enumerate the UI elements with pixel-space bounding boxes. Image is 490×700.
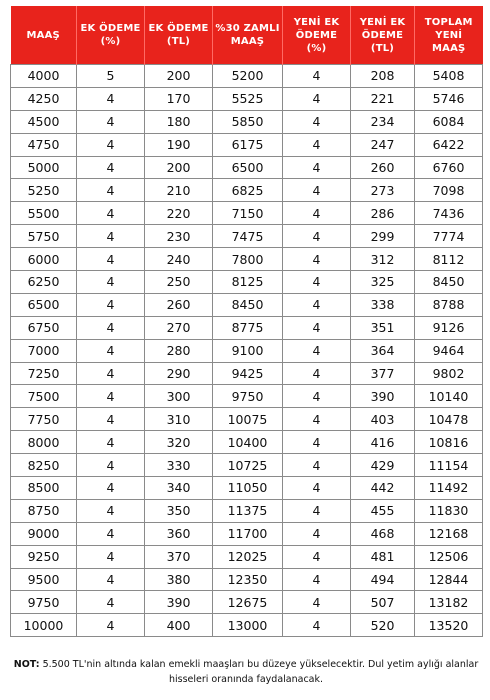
table-cell: 10000 — [11, 614, 77, 637]
table-cell: 12350 — [213, 568, 283, 591]
table-cell: 390 — [145, 591, 213, 614]
table-cell: 10478 — [415, 408, 483, 431]
table-cell: 340 — [145, 477, 213, 500]
table-cell: 12844 — [415, 568, 483, 591]
table-row — [11, 293, 483, 316]
table-cell: 429 — [351, 454, 415, 477]
table-cell: 4750 — [11, 133, 77, 156]
table-cell: 8125 — [213, 271, 283, 294]
table-row — [11, 339, 483, 362]
table-cell: 4 — [77, 293, 145, 316]
table-cell: 10400 — [213, 431, 283, 454]
table-cell: 11830 — [415, 499, 483, 522]
table-cell: 9126 — [415, 316, 483, 339]
table-cell: 7250 — [11, 362, 77, 385]
table-row — [11, 408, 483, 431]
table-row — [11, 454, 483, 477]
table-cell: 280 — [145, 339, 213, 362]
table-cell: 481 — [351, 545, 415, 568]
table-cell: 10140 — [415, 385, 483, 408]
table-row — [11, 87, 483, 110]
table-cell: 12168 — [415, 522, 483, 545]
table-cell: 6500 — [11, 293, 77, 316]
table-cell: 4 — [283, 499, 351, 522]
column-header: MAAŞ — [11, 6, 77, 65]
table-cell: 4 — [77, 362, 145, 385]
table-cell: 9425 — [213, 362, 283, 385]
table-cell: 4 — [77, 202, 145, 225]
table-cell: 250 — [145, 271, 213, 294]
table-cell: 6760 — [415, 156, 483, 179]
table-cell: 370 — [145, 545, 213, 568]
table-row — [11, 385, 483, 408]
table-cell: 6250 — [11, 271, 77, 294]
table-cell: 273 — [351, 179, 415, 202]
table-cell: 320 — [145, 431, 213, 454]
table-cell: 4 — [283, 87, 351, 110]
table-cell: 4 — [283, 110, 351, 133]
footnote — [10, 657, 482, 687]
table-cell: 7150 — [213, 202, 283, 225]
table-row — [11, 133, 483, 156]
table-cell: 7436 — [415, 202, 483, 225]
table-cell: 220 — [145, 202, 213, 225]
table-cell: 8000 — [11, 431, 77, 454]
table-cell: 4 — [283, 271, 351, 294]
table-cell: 286 — [351, 202, 415, 225]
table-cell: 5408 — [415, 65, 483, 88]
table-cell: 4 — [77, 568, 145, 591]
table-cell: 4 — [283, 545, 351, 568]
table-cell: 12506 — [415, 545, 483, 568]
table-row — [11, 522, 483, 545]
table-cell: 4 — [77, 179, 145, 202]
table-cell: 5750 — [11, 225, 77, 248]
table-cell: 11492 — [415, 477, 483, 500]
column-header: %30 ZAMLI MAAŞ — [213, 6, 283, 65]
table-cell: 11050 — [213, 477, 283, 500]
table-cell: 4 — [77, 454, 145, 477]
table-cell: 5525 — [213, 87, 283, 110]
table-row — [11, 202, 483, 225]
table-cell: 4250 — [11, 87, 77, 110]
table-cell: 10816 — [415, 431, 483, 454]
footnote-text: 5.500 TL'nin altında kalan emekli maaşları bu düzeye yükselecektir. Dul yetim aylığı alanlar hisseleri oranında faydalanacak. — [39, 659, 479, 685]
table-cell: 190 — [145, 133, 213, 156]
table-cell: 5500 — [11, 202, 77, 225]
table-cell: 350 — [145, 499, 213, 522]
table-cell: 7750 — [11, 408, 77, 431]
table-cell: 4 — [77, 110, 145, 133]
table-cell: 8450 — [213, 293, 283, 316]
table-cell: 11154 — [415, 454, 483, 477]
table-cell: 221 — [351, 87, 415, 110]
column-header: YENİ EK ÖDEME (TL) — [351, 6, 415, 65]
table-row — [11, 65, 483, 88]
table-cell: 9250 — [11, 545, 77, 568]
table-row — [11, 156, 483, 179]
table-row — [11, 225, 483, 248]
table-cell: 234 — [351, 110, 415, 133]
table-cell: 5 — [77, 65, 145, 88]
table-cell: 170 — [145, 87, 213, 110]
footnote-label: NOT: — [13, 659, 40, 670]
table-cell: 10725 — [213, 454, 283, 477]
table-header-row — [11, 6, 483, 65]
table-cell: 400 — [145, 614, 213, 637]
table-row — [11, 545, 483, 568]
table-cell: 494 — [351, 568, 415, 591]
table-cell: 10075 — [213, 408, 283, 431]
table-cell: 468 — [351, 522, 415, 545]
table-cell: 4 — [283, 568, 351, 591]
table-row — [11, 110, 483, 133]
table-cell: 200 — [145, 65, 213, 88]
table-cell: 8750 — [11, 499, 77, 522]
table-cell: 299 — [351, 225, 415, 248]
column-header: YENİ EK ÖDEME (%) — [283, 6, 351, 65]
table-cell: 360 — [145, 522, 213, 545]
table-cell: 9750 — [213, 385, 283, 408]
table-cell: 4 — [283, 362, 351, 385]
table-cell: 4 — [283, 156, 351, 179]
table-cell: 270 — [145, 316, 213, 339]
table-cell: 4 — [77, 87, 145, 110]
table-cell: 260 — [351, 156, 415, 179]
table-row — [11, 499, 483, 522]
table-cell: 4 — [77, 499, 145, 522]
table-cell: 11375 — [213, 499, 283, 522]
table-cell: 390 — [351, 385, 415, 408]
table-row — [11, 591, 483, 614]
table-cell: 380 — [145, 568, 213, 591]
table-cell: 8775 — [213, 316, 283, 339]
table-row — [11, 179, 483, 202]
table-body — [11, 65, 483, 637]
table-cell: 4 — [77, 156, 145, 179]
table-cell: 364 — [351, 339, 415, 362]
table-cell: 5200 — [213, 65, 283, 88]
table-cell: 9464 — [415, 339, 483, 362]
table-row — [11, 248, 483, 271]
table-cell: 6084 — [415, 110, 483, 133]
table-cell: 8788 — [415, 293, 483, 316]
table-cell: 13520 — [415, 614, 483, 637]
table-cell: 442 — [351, 477, 415, 500]
table-cell: 4 — [283, 133, 351, 156]
table-cell: 455 — [351, 499, 415, 522]
table-cell: 312 — [351, 248, 415, 271]
table-cell: 4 — [77, 545, 145, 568]
table-cell: 4 — [77, 591, 145, 614]
table-cell: 13182 — [415, 591, 483, 614]
table-cell: 4 — [77, 271, 145, 294]
table-cell: 4 — [283, 179, 351, 202]
table-cell: 6825 — [213, 179, 283, 202]
table-cell: 4 — [283, 293, 351, 316]
table-cell: 7800 — [213, 248, 283, 271]
table-cell: 520 — [351, 614, 415, 637]
column-header: EK ÖDEME (TL) — [145, 6, 213, 65]
table-cell: 6500 — [213, 156, 283, 179]
table-cell: 4 — [283, 248, 351, 271]
table-row — [11, 614, 483, 637]
table-cell: 4 — [77, 431, 145, 454]
table-cell: 7475 — [213, 225, 283, 248]
table-cell: 4 — [77, 248, 145, 271]
table-cell: 230 — [145, 225, 213, 248]
table-cell: 4 — [77, 408, 145, 431]
table-cell: 4 — [77, 225, 145, 248]
table-cell: 208 — [351, 65, 415, 88]
table-cell: 377 — [351, 362, 415, 385]
table-cell: 4 — [283, 477, 351, 500]
table-cell: 4 — [283, 431, 351, 454]
table-cell: 403 — [351, 408, 415, 431]
table-cell: 7774 — [415, 225, 483, 248]
table-cell: 9802 — [415, 362, 483, 385]
table-cell: 7000 — [11, 339, 77, 362]
table-cell: 9750 — [11, 591, 77, 614]
table-cell: 9000 — [11, 522, 77, 545]
table-cell: 200 — [145, 156, 213, 179]
table-cell: 4 — [283, 454, 351, 477]
table-cell: 300 — [145, 385, 213, 408]
table-cell: 180 — [145, 110, 213, 133]
table-cell: 4500 — [11, 110, 77, 133]
table-cell: 4 — [283, 385, 351, 408]
table-cell: 260 — [145, 293, 213, 316]
table-cell: 6422 — [415, 133, 483, 156]
table-cell: 9100 — [213, 339, 283, 362]
table-cell: 4 — [77, 522, 145, 545]
table-cell: 5746 — [415, 87, 483, 110]
table-cell: 240 — [145, 248, 213, 271]
table-cell: 8112 — [415, 248, 483, 271]
table-cell: 338 — [351, 293, 415, 316]
table-row — [11, 431, 483, 454]
table-cell: 7500 — [11, 385, 77, 408]
table-cell: 13000 — [213, 614, 283, 637]
table-cell: 507 — [351, 591, 415, 614]
table-cell: 5250 — [11, 179, 77, 202]
table-cell: 12025 — [213, 545, 283, 568]
table-cell: 5000 — [11, 156, 77, 179]
table-cell: 4 — [283, 591, 351, 614]
table-cell: 351 — [351, 316, 415, 339]
table-cell: 8500 — [11, 477, 77, 500]
table-cell: 290 — [145, 362, 213, 385]
table-cell: 330 — [145, 454, 213, 477]
table-cell: 12675 — [213, 591, 283, 614]
table-cell: 4 — [77, 614, 145, 637]
table-cell: 4 — [283, 408, 351, 431]
table-row — [11, 477, 483, 500]
table-cell: 6000 — [11, 248, 77, 271]
column-header: EK ÖDEME (%) — [77, 6, 145, 65]
table-cell: 310 — [145, 408, 213, 431]
table-cell: 6750 — [11, 316, 77, 339]
table-cell: 4 — [283, 65, 351, 88]
table-row — [11, 362, 483, 385]
table-cell: 11700 — [213, 522, 283, 545]
table-cell: 5850 — [213, 110, 283, 133]
table-cell: 4 — [283, 225, 351, 248]
table-cell: 4 — [283, 316, 351, 339]
table-cell: 4 — [283, 522, 351, 545]
table-cell: 8250 — [11, 454, 77, 477]
table-cell: 4 — [77, 316, 145, 339]
table-cell: 210 — [145, 179, 213, 202]
table-row — [11, 568, 483, 591]
table-row — [11, 271, 483, 294]
table-cell: 6175 — [213, 133, 283, 156]
table-cell: 4 — [77, 477, 145, 500]
table-cell: 4 — [283, 202, 351, 225]
table-cell: 8450 — [415, 271, 483, 294]
salary-table — [10, 6, 483, 637]
table-cell: 325 — [351, 271, 415, 294]
table-cell: 247 — [351, 133, 415, 156]
table-cell: 4 — [77, 133, 145, 156]
column-header: TOPLAM YENİ MAAŞ — [415, 6, 483, 65]
table-cell: 4 — [283, 614, 351, 637]
table-row — [11, 316, 483, 339]
table-cell: 4 — [283, 339, 351, 362]
table-cell: 7098 — [415, 179, 483, 202]
table-cell: 4000 — [11, 65, 77, 88]
table-cell: 4 — [77, 385, 145, 408]
table-cell: 416 — [351, 431, 415, 454]
table-cell: 4 — [77, 339, 145, 362]
table-cell: 9500 — [11, 568, 77, 591]
